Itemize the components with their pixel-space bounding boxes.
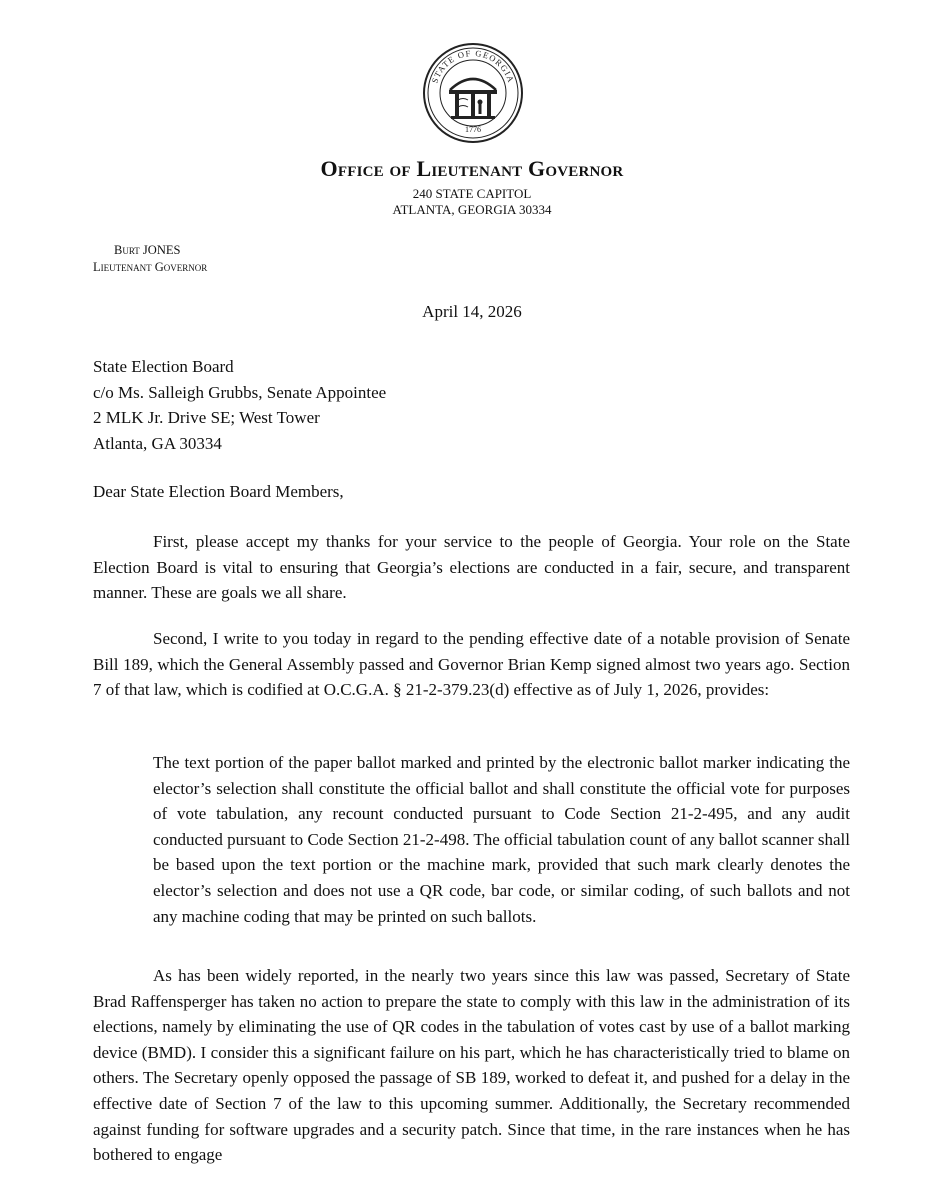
block-quote: The text portion of the paper ballot marked and printed by the electronic ballot marker indicating the elector’s selection shall constitute the official ballot and shall constitute the official vote for purposes of vote tabulation, any recount conducted pursuant to Code Section 21-2-495, and any audit conducted pursuant to Code Section 21-2-498. The official tabulation count of any ballot scanner shall be based upon the text portion or the machine mark, provided that such mark clearly denotes the elector’s selection and does not use a QR code, bar code, or similar coding, of such ballots and not any machine coding that may be printed on such ballots. (153, 753, 850, 926)
sender-title: Lieutenant Governor (93, 260, 208, 274)
paragraph-3 (93, 963, 850, 1168)
svg-text:STATE OF GEORGIA: STATE OF GEORGIA (429, 47, 517, 85)
recipient-line-2: c/o Ms. Salleigh Grubbs, Senate Appointee (93, 382, 387, 402)
paragraph-1-text: First, please accept my thanks for your service to the people of Georgia. Your role on the State Election Board is vital to ensuring that Georgia’s elections are conducted in a fair, secure, and transparent manner. These are goals we all share. (93, 532, 850, 603)
salutation: Dear State Election Board Members, (93, 482, 344, 501)
letter-date: April 14, 2026 (422, 302, 522, 321)
state-seal-icon (422, 42, 524, 144)
recipient-line-4: Atlanta, GA 30334 (93, 433, 222, 453)
sender-name: Burt JONES (114, 243, 181, 257)
paragraph-2 (93, 626, 850, 703)
address-line-2: ATLANTA, GEORGIA 30334 (392, 202, 552, 217)
recipient-block (93, 354, 386, 456)
office-title: Office of Lieutenant Governor (320, 156, 624, 181)
paragraph-2-text: Second, I write to you today in regard to the pending effective date of a notable provision of Senate Bill 189, which the General Assembly passed and Governor Brian Kemp signed almost two years ago. Section 7 of that law, which is codified at O.C.G.A. § 21-2-379.23(d) effective as of July 1, 2026, provides: (93, 629, 850, 700)
paragraph-1 (93, 529, 850, 606)
recipient-line-1: State Election Board (93, 357, 234, 376)
address-line-1: 240 STATE CAPITOL (412, 186, 532, 201)
paragraph-3-text: As has been widely reported, in the nearly two years since this law was passed, Secretary of State Brad Raffensperger has taken no action to prepare the state to comply with this law in the administration of its elections, namely by eliminating the use of QR codes in the tabulation of votes cast by use of a ballot marking device (BMD). I consider this a significant failure on his part, which he has characteristically tried to blame on others. The Secretary openly opposed the passage of SB 189, worked to defeat it, and pushed for a delay in the effective date of Section 7 of the law to this upcoming summer. Additionally, the Secretary recommended against funding for software upgrades and a security patch. Since that time, in the rare instances when he has bothered to engage (93, 966, 850, 1165)
svg-text:1776: 1776 (465, 125, 481, 134)
recipient-line-3: 2 MLK Jr. Drive SE; West Tower (93, 408, 320, 428)
